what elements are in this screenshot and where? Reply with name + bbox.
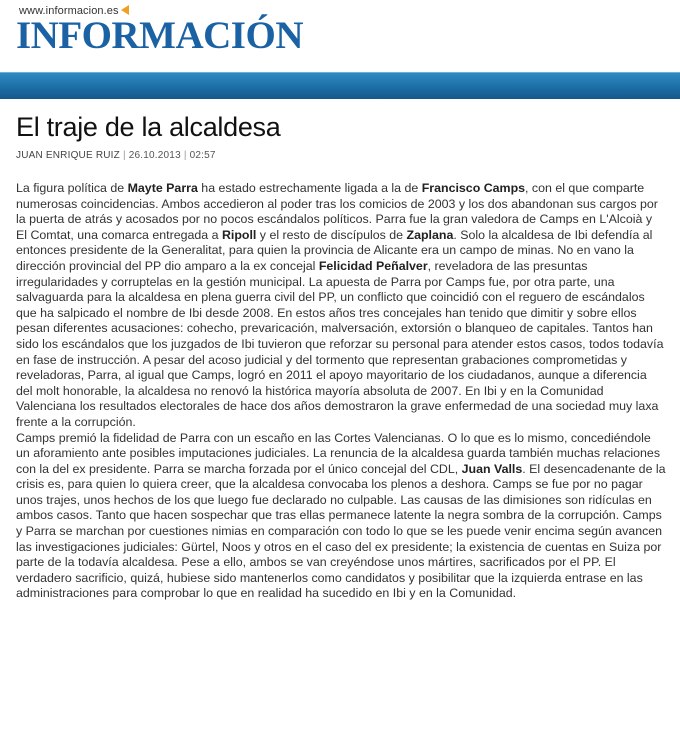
site-url-text[interactable]: www.informacion.es (19, 5, 119, 17)
header-banner (0, 72, 680, 99)
bold-name: Felicidad Peñalver (318, 258, 428, 273)
masthead (0, 0, 680, 72)
article-paragraph (16, 431, 666, 603)
article-paragraph (16, 181, 666, 431)
text-run: ha estado estrechamente ligada a la de (197, 181, 422, 195)
bold-name: Francisco Camps (421, 181, 526, 195)
site-logo[interactable]: INFORMACIÓN (16, 14, 303, 57)
text-run: Camps premió la fidelidad de Parra con un escaño en las Cortes Valencianas. O lo que es lo mismo, concediéndole un aforamiento ante posibles imputaciones judiciales. La renuncia de la alcaldesa guarda también muchas relaciones con la del ex presidente. Parra se marcha forzada por el único concejal del CDL, (16, 430, 661, 476)
text-run: , con el que comparte numerosas coincidencias. Ambos accedieron al poder tras los comicios de 2003 y los dos abandonan sus cargos por la puerta de atrás y acosados por no pocos escándalos políticos. Parra fue la gran valedora de Camps en L'Alcoià y El Comtat, una comarca entregada a (16, 181, 658, 242)
text-run: . El desencadenante de la crisis es, para quien lo quiera creer, que la alcaldesa convocaba los plenos a deshora. Camps se fue por no pagar unos trajes, unos hechos de los que luego fue declarado no culpable. Las causas de las dimisiones son ridículas en ambos casos. Tanto que hacen sospechar que tras ellas permanece latente la negra sombra de la corrupción. Camps y Parra se marchan por cuestiones nimias en comparación con todo lo que se les puede venir encima según avancen las investigaciones judiciales: Gürtel, Noos y otros en el caso del ex presidente; la existencia de cuentas en Suiza por parte de la todavía alcaldesa. Pese a ello, ambos se van creyéndose unos mártires, sacrificados por el PP. El verdadero sacrificio, quizá, hubiese sido mantenerlos como candidatos y posibilitar que la izquierda entrase en las administraciones para comprobar lo que en realidad ha sucedido en Ibi y en la Comunidad. (16, 461, 666, 601)
bold-name: Mayte Parra (127, 181, 198, 195)
bold-name: Zaplana (406, 227, 454, 242)
bold-name: Juan Valls (461, 461, 523, 476)
article (0, 111, 680, 602)
publish-date: 26.10.2013 (128, 150, 181, 161)
byline-separator: | (122, 150, 126, 161)
text-run: La figura política de (16, 181, 128, 195)
text-run: y el resto de discípulos de (256, 227, 407, 242)
byline (16, 150, 664, 161)
publish-time: 02:57 (189, 150, 216, 161)
author-name[interactable]: JUAN ENRIQUE RUIZ (16, 150, 120, 161)
bold-name: Ripoll (221, 227, 257, 242)
text-run: . Solo la alcaldesa de Ibi defendía al entonces presidente de la Generalitat, para quien la provincia de Alicante era un campo de minas. No en vano la dirección provincial del PP dio amparo a la ex concejal (16, 227, 653, 273)
article-body (16, 181, 666, 602)
text-run: , reveladora de las presuntas irregularidades y corruptelas en la gestión municipal. La apuesta de Parra por Camps fue, por otra parte, una salvaguarda para la alcaldesa en plena guerra civil del PP, un conflicto que coincidió con el reguero de escándalos que ha salpicado el nombre de Ibi desde 2008. En estos años tres concejales han tenido que dimitir y sobre ellos pesan diferentes acusaciones: cohecho, prevaricación, malversación, extorsión o blanqueo de capitales. Tantos han sido los escándalos que los juzgados de Ibi tuvieron que reforzar su personal para atender estos casos, todos todavía en fase de instrucción. A pesar del acoso judicial y del tormento que representan grabaciones comprometidas y reveladoras, Parra, al igual que Camps, logró en 2011 el apoyo mayoritario de los ciudadanos, aunque a diferencia del molt honorable, la alcaldesa no renovó la histórica mayoría absoluta de 2007. En Ibi y en la Comunidad Valenciana los resultados electorales de hace dos años demostraron la grave enfermedad de una sociedad muy laxa frente a la corrupción. (16, 258, 664, 429)
article-headline: El traje de la alcaldesa (16, 112, 281, 142)
byline-separator: | (183, 150, 187, 161)
